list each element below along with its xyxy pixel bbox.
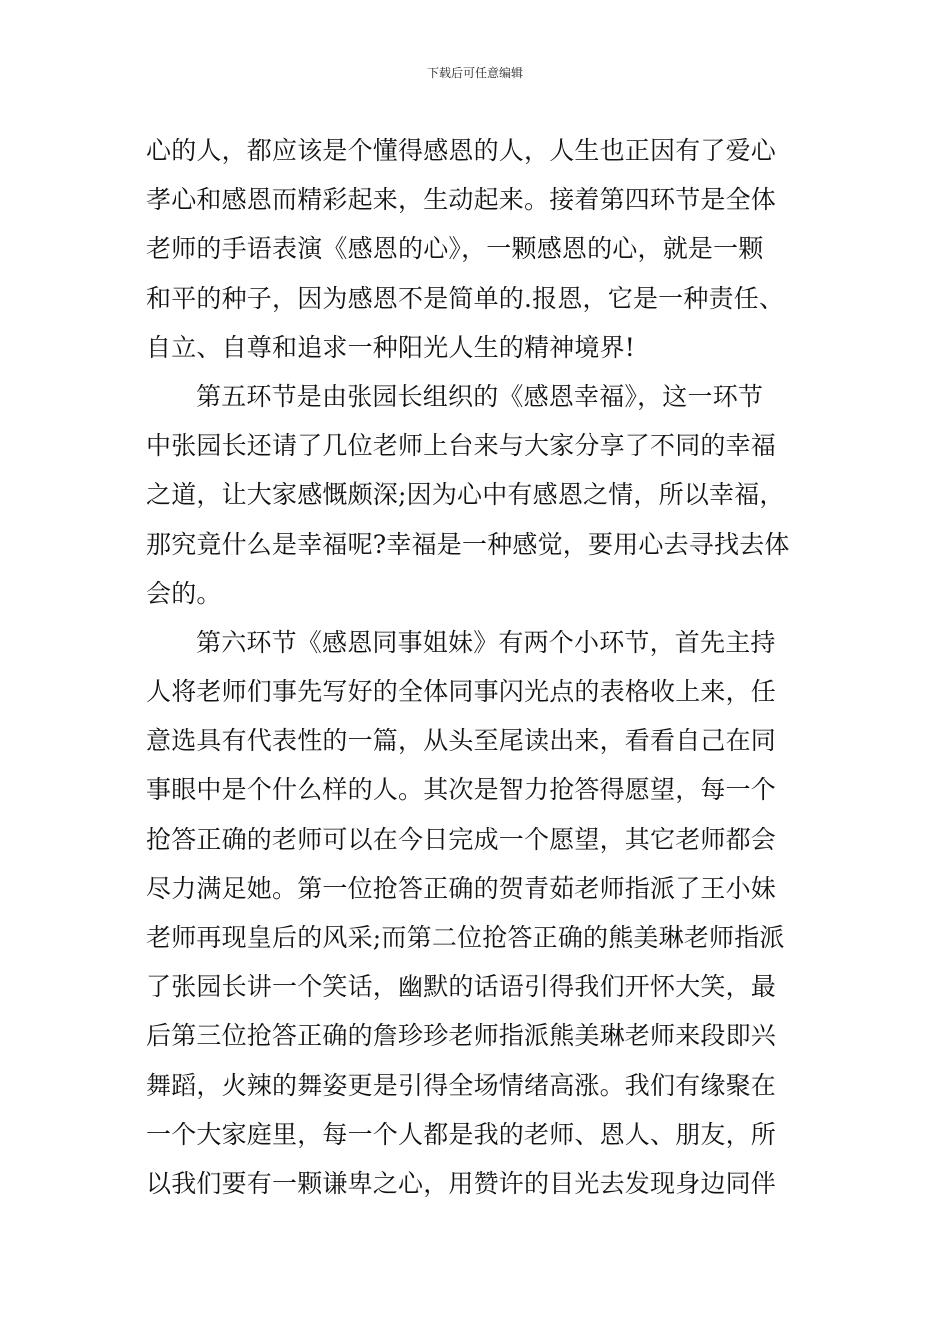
text-line: 和平的种子，因为感恩不是简单的.报恩，它是一种责任、 xyxy=(146,283,785,313)
text-line: 心的人，都应该是个懂得感恩的人，人生也正因有了爱心 xyxy=(146,136,777,165)
text-line: 后第三位抢答正确的詹珍珍老师指派熊美琳老师来段即兴 xyxy=(146,1021,777,1051)
text-line: 意选具有代表性的一篇，从头至尾读出来，看看自己在同 xyxy=(146,726,777,756)
text-line: 人将老师们事先写好的全体同事闪光点的表格收上来，任 xyxy=(146,677,777,707)
text-line: 以我们要有一颗谦卑之心，用赞许的目光去发现身边同伴 xyxy=(146,1168,777,1198)
text-line: 之道，让大家感慨颇深;因为心中有感恩之情，所以幸福， xyxy=(146,480,785,510)
text-line: 自立、自尊和追求一种阳光人生的精神境界! xyxy=(146,332,636,362)
text-line: 中张园长还请了几位老师上台来与大家分享了不同的幸福 xyxy=(146,431,777,461)
text-line: 会的。 xyxy=(146,578,222,608)
text-line: 那究竟什么是幸福呢?幸福是一种感觉，要用心去寻找去体 xyxy=(146,529,790,559)
text-line: 了张园长讲一个笑话，幽默的话语引得我们开怀大笑，最 xyxy=(146,972,777,1002)
text-line: 事眼中是个什么样的人。其次是智力抢答得愿望，每一个 xyxy=(146,775,777,805)
text-line: 老师再现皇后的风采;而第二位抢答正确的熊美琳老师指派 xyxy=(146,923,785,952)
document-body xyxy=(146,126,806,1208)
text-line: 一个大家庭里，每一个人都是我的老师、恩人、朋友，所 xyxy=(146,1119,777,1149)
text-line: 抢答正确的老师可以在今日完成一个愿望，其它老师都会 xyxy=(146,824,777,854)
page-header: 下载后可任意编辑 xyxy=(426,66,523,80)
text-line: 老师的手语表演《感恩的心》，一颗感恩的心，就是一颗 xyxy=(146,234,764,264)
text-line: 舞蹈，火辣的舞姿更是引得全场情绪高涨。我们有缘聚在 xyxy=(146,1070,777,1100)
text-line: 第六环节《感恩同事姐妹》有两个小环节，首先主持 xyxy=(196,627,776,657)
text-line: 第五环节是由张园长组织的《感恩幸福》，这一环节 xyxy=(196,381,764,411)
text-line: 孝心和感恩而精彩起来，生动起来。接着第四环节是全体 xyxy=(146,185,777,215)
text-line: 尽力满足她。第一位抢答正确的贺青茹老师指派了王小妹 xyxy=(146,873,777,903)
